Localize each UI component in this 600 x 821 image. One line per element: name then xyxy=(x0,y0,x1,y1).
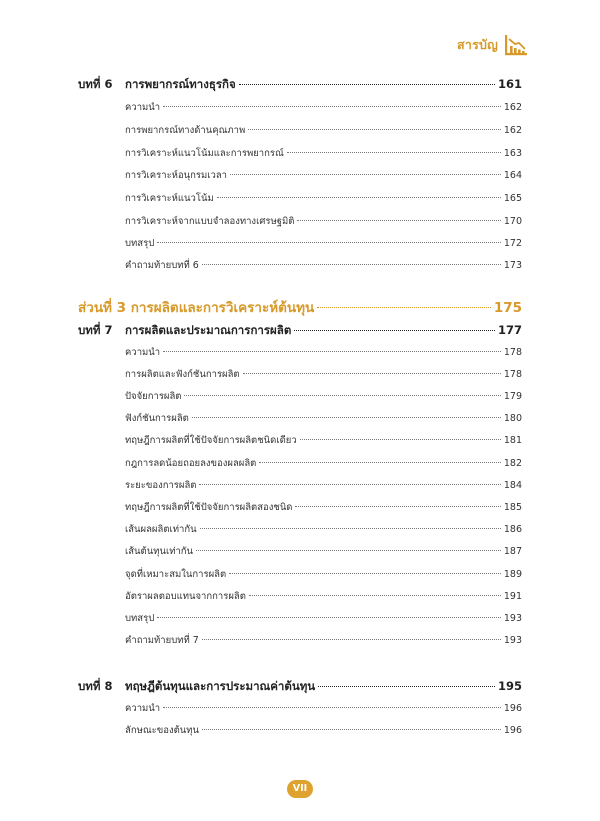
dot-leader xyxy=(200,528,501,529)
entry-title: บทสรุป xyxy=(125,613,155,624)
toc-entry[interactable] xyxy=(125,701,522,716)
entry-title: การวิเคราะห์อนุกรมเวลา xyxy=(125,170,227,181)
dot-leader xyxy=(259,462,501,463)
bar-chart-icon xyxy=(504,34,528,56)
entry-title: อัตราผลตอบแทนจากการผลิต xyxy=(125,591,246,602)
toc-entry[interactable] xyxy=(125,544,522,559)
toc-entry[interactable] xyxy=(125,258,522,273)
toc-entry[interactable] xyxy=(125,411,522,426)
dot-leader xyxy=(300,439,501,440)
chapter-title: การผลิตและประมาณการการผลิต xyxy=(125,323,292,337)
entry-title: บทสรุป xyxy=(125,238,155,249)
entry-page: 191 xyxy=(503,591,522,602)
entry-title: คำถามท้ายบทที่ 6 xyxy=(125,260,199,271)
chapter-label: บทที่ 7 xyxy=(78,323,113,337)
entry-page: 164 xyxy=(503,170,522,181)
dot-leader xyxy=(199,484,500,485)
dot-leader xyxy=(248,129,501,130)
chapter-title: การพยากรณ์ทางธุรกิจ xyxy=(125,77,236,91)
toc-chapter-6[interactable] xyxy=(78,76,522,94)
entry-page: 180 xyxy=(503,413,522,424)
entry-title: ลักษณะของต้นทุน xyxy=(125,725,200,736)
toc-entry[interactable] xyxy=(125,456,522,471)
toc-entry[interactable] xyxy=(125,367,522,382)
entry-title: ฟังก์ชันการผลิต xyxy=(125,413,189,424)
entry-page: 162 xyxy=(503,102,522,113)
entry-page: 162 xyxy=(503,125,522,136)
dot-leader xyxy=(287,152,501,153)
toc-entry[interactable] xyxy=(125,723,522,738)
chapter-page: 195 xyxy=(497,679,522,693)
entry-title: ปัจจัยการผลิต xyxy=(125,391,182,402)
toc-entry[interactable] xyxy=(125,100,522,115)
dot-leader xyxy=(294,330,495,331)
toc-entry[interactable] xyxy=(125,611,522,626)
entry-page: 187 xyxy=(503,546,522,557)
entry-title: เส้นต้นทุนเท่ากัน xyxy=(125,546,194,557)
entry-title: ทฤษฎีการผลิตที่ใช้ปัจจัยการผลิตสองชนิด xyxy=(125,502,293,513)
entry-page: 165 xyxy=(503,193,522,204)
entry-page: 193 xyxy=(503,613,522,624)
entry-title: ความนำ xyxy=(125,347,161,358)
entry-title: การผลิตและฟังก์ชันการผลิต xyxy=(125,369,240,380)
entry-title: การวิเคราะห์แนวโน้ม xyxy=(125,193,214,204)
toc-chapter-8[interactable] xyxy=(78,678,522,696)
dot-leader xyxy=(217,197,501,198)
toc-chapter-7[interactable] xyxy=(78,322,522,340)
toc-entry[interactable] xyxy=(125,478,522,493)
chapter-page: 161 xyxy=(497,77,522,91)
dot-leader xyxy=(163,106,501,107)
dot-leader xyxy=(163,351,501,352)
entry-title: ระยะของการผลิต xyxy=(125,480,197,491)
entry-page: 173 xyxy=(503,260,522,271)
dot-leader xyxy=(202,639,501,640)
dot-leader xyxy=(297,220,500,221)
dot-leader xyxy=(230,174,501,175)
toc-entry[interactable] xyxy=(125,345,522,360)
toc-entry[interactable] xyxy=(125,236,522,251)
entry-page: 196 xyxy=(503,703,522,714)
entry-page: 186 xyxy=(503,524,522,535)
chapter-page: 177 xyxy=(497,323,522,337)
page-number-badge: VII xyxy=(287,780,313,798)
part-page: 175 xyxy=(493,300,522,316)
entry-page: 184 xyxy=(503,480,522,491)
dot-leader xyxy=(295,506,500,507)
dot-leader xyxy=(196,550,501,551)
dot-leader xyxy=(184,395,500,396)
dot-leader xyxy=(318,686,495,687)
dot-leader xyxy=(317,307,491,308)
dot-leader xyxy=(202,264,501,265)
dot-leader xyxy=(202,729,501,730)
chapter-title: ทฤษฎีต้นทุนและการประมาณค่าต้นทุน xyxy=(125,679,316,693)
dot-leader xyxy=(157,242,501,243)
dot-leader xyxy=(157,617,501,618)
entry-title: ทฤษฎีการผลิตที่ใช้ปัจจัยการผลิตชนิดเดียว xyxy=(125,435,297,446)
toc-entry[interactable] xyxy=(125,146,522,161)
dot-leader xyxy=(229,573,501,574)
toc-entry[interactable] xyxy=(125,589,522,604)
entry-page: 181 xyxy=(503,435,522,446)
toc-entry[interactable] xyxy=(125,214,522,229)
entry-page: 182 xyxy=(503,458,522,469)
entry-page: 178 xyxy=(503,347,522,358)
entry-page: 185 xyxy=(503,502,522,513)
entry-page: 170 xyxy=(503,216,522,227)
chapter-label: บทที่ 6 xyxy=(78,77,113,91)
entry-title: การวิเคราะห์แนวโน้มและการพยากรณ์ xyxy=(125,148,284,159)
toc-entry[interactable] xyxy=(125,168,522,183)
entry-page: 178 xyxy=(503,369,522,380)
dot-leader xyxy=(163,707,501,708)
toc-entry[interactable] xyxy=(125,522,522,537)
entry-page: 179 xyxy=(503,391,522,402)
entry-page: 189 xyxy=(503,569,522,580)
toc-entry[interactable] xyxy=(125,123,522,138)
chapter-label: บทที่ 8 xyxy=(78,679,113,693)
dot-leader xyxy=(243,373,501,374)
toc-entry[interactable] xyxy=(125,389,522,404)
entry-title: การพยากรณ์ทางด้านคุณภาพ xyxy=(125,125,246,136)
page-header xyxy=(457,34,528,56)
dot-leader xyxy=(239,84,495,85)
entry-page: 172 xyxy=(503,238,522,249)
entry-title: เส้นผลผลิตเท่ากัน xyxy=(125,524,197,535)
dot-leader xyxy=(249,595,501,596)
part-title: ส่วนที่ 3 การผลิตและการวิเคราะห์ต้นทุน xyxy=(78,300,315,316)
entry-page: 196 xyxy=(503,725,522,736)
toc-entry[interactable] xyxy=(125,500,522,515)
entry-title: จุดที่เหมาะสมในการผลิต xyxy=(125,569,227,580)
entry-page: 163 xyxy=(503,148,522,159)
entry-page: 193 xyxy=(503,635,522,646)
entry-title: ความนำ xyxy=(125,102,161,113)
entry-title: คำถามท้ายบทที่ 7 xyxy=(125,635,199,646)
entry-title: กฎการลดน้อยถอยลงของผลผลิต xyxy=(125,458,257,469)
toc-entry[interactable] xyxy=(125,191,522,206)
toc-entry[interactable] xyxy=(125,433,522,448)
toc-entry[interactable] xyxy=(125,567,522,582)
toc-part-3[interactable] xyxy=(78,296,522,318)
entry-title: ความนำ xyxy=(125,703,161,714)
entry-title: การวิเคราะห์จากแบบจำลองทางเศรษฐมิติ xyxy=(125,216,295,227)
toc-entry[interactable] xyxy=(125,633,522,648)
dot-leader xyxy=(192,417,501,418)
header-title: สารบัญ xyxy=(457,37,498,52)
